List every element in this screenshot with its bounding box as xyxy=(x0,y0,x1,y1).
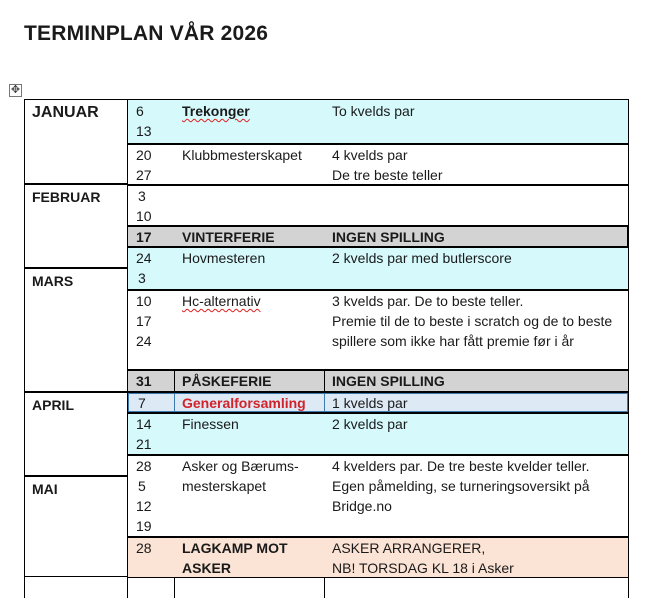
info-cell: ASKER ARRANGERER, xyxy=(332,540,486,556)
document-title: TERMINPLAN VÅR 2026 xyxy=(24,22,269,45)
event-cell: LAGKAMP MOT ASKER xyxy=(182,540,288,576)
month-february: FEBRUAR xyxy=(24,184,127,268)
empty-table-row xyxy=(24,577,629,598)
table-row xyxy=(127,247,629,290)
month-march: MARS xyxy=(24,268,127,392)
event-cell: Trekonger xyxy=(182,103,250,119)
date-cell: 14 xyxy=(136,416,152,432)
month-january: JANUAR xyxy=(24,99,127,184)
table-move-handle-icon[interactable]: ✥ xyxy=(10,84,21,96)
event-cell: Finessen xyxy=(182,416,239,432)
month-april: APRIL xyxy=(24,392,127,476)
date-cell: 24 xyxy=(136,333,152,349)
date-cell: 17 xyxy=(136,313,152,329)
info-cell: 4 kvelders par. De tre beste kvelder teller. xyxy=(332,458,590,474)
date-cell: 24 xyxy=(136,250,152,266)
date-cell: 13 xyxy=(136,123,152,139)
table-row xyxy=(127,392,629,413)
table-row xyxy=(127,290,629,370)
table-row xyxy=(127,537,629,578)
date-cell: 27 xyxy=(136,167,152,183)
date-cell: 3 xyxy=(138,270,146,286)
info-cell: NB! TORSDAG KL 18 i Asker xyxy=(332,560,514,576)
date-cell: 31 xyxy=(136,373,152,389)
date-cell: 28 xyxy=(136,458,152,474)
info-cell: Egen påmelding, se turneringsoversikt på Bridge.no xyxy=(332,478,590,514)
info-cell: 2 kvelds par med butlerscore xyxy=(332,250,512,266)
info-cell: 3 kvelds par. De to beste teller. xyxy=(332,293,524,309)
info-cell: 2 kvelds par xyxy=(332,416,408,432)
date-cell: 12 xyxy=(136,498,152,514)
info-cell: 1 kvelds par xyxy=(332,395,408,411)
table-row xyxy=(127,455,629,537)
table-row xyxy=(127,185,629,226)
date-cell: 6 xyxy=(136,103,144,119)
info-cell: 4 kvelds par xyxy=(332,147,408,163)
event-cell: PÅSKEFERIE xyxy=(182,373,272,389)
date-cell: 19 xyxy=(136,518,152,534)
table-row xyxy=(127,413,629,455)
event-cell: Klubbmesterskapet xyxy=(182,147,302,163)
event-cell: VINTERFERIE xyxy=(182,229,275,245)
month-may: MAI xyxy=(24,476,127,577)
info-cell: To kvelds par xyxy=(332,103,415,119)
date-cell: 20 xyxy=(136,147,152,163)
info-cell: Premie til de to beste i scratch og de to beste spillere som ikke har fått premie før i år xyxy=(332,313,613,349)
date-cell: 7 xyxy=(138,395,146,411)
event-cell: Hovmesteren xyxy=(182,250,266,266)
date-cell: 10 xyxy=(136,208,152,224)
date-cell: 17 xyxy=(136,229,152,245)
table-row xyxy=(127,144,629,185)
info-cell: INGEN SPILLING xyxy=(332,373,445,389)
event-cell: Generalforsamling xyxy=(182,395,306,411)
date-cell: 3 xyxy=(138,188,146,204)
date-cell: 5 xyxy=(138,478,146,494)
date-cell: 21 xyxy=(136,436,152,452)
table-row xyxy=(127,99,629,144)
date-cell: 28 xyxy=(136,540,152,556)
table-row xyxy=(127,370,629,392)
date-cell: 10 xyxy=(136,293,152,309)
info-cell: De tre beste teller xyxy=(332,167,443,183)
table-row xyxy=(127,226,629,247)
info-cell: INGEN SPILLING xyxy=(332,229,445,245)
event-cell: Asker og Bærums-mesterskapet xyxy=(182,458,299,494)
event-cell: Hc-alternativ xyxy=(182,293,261,309)
